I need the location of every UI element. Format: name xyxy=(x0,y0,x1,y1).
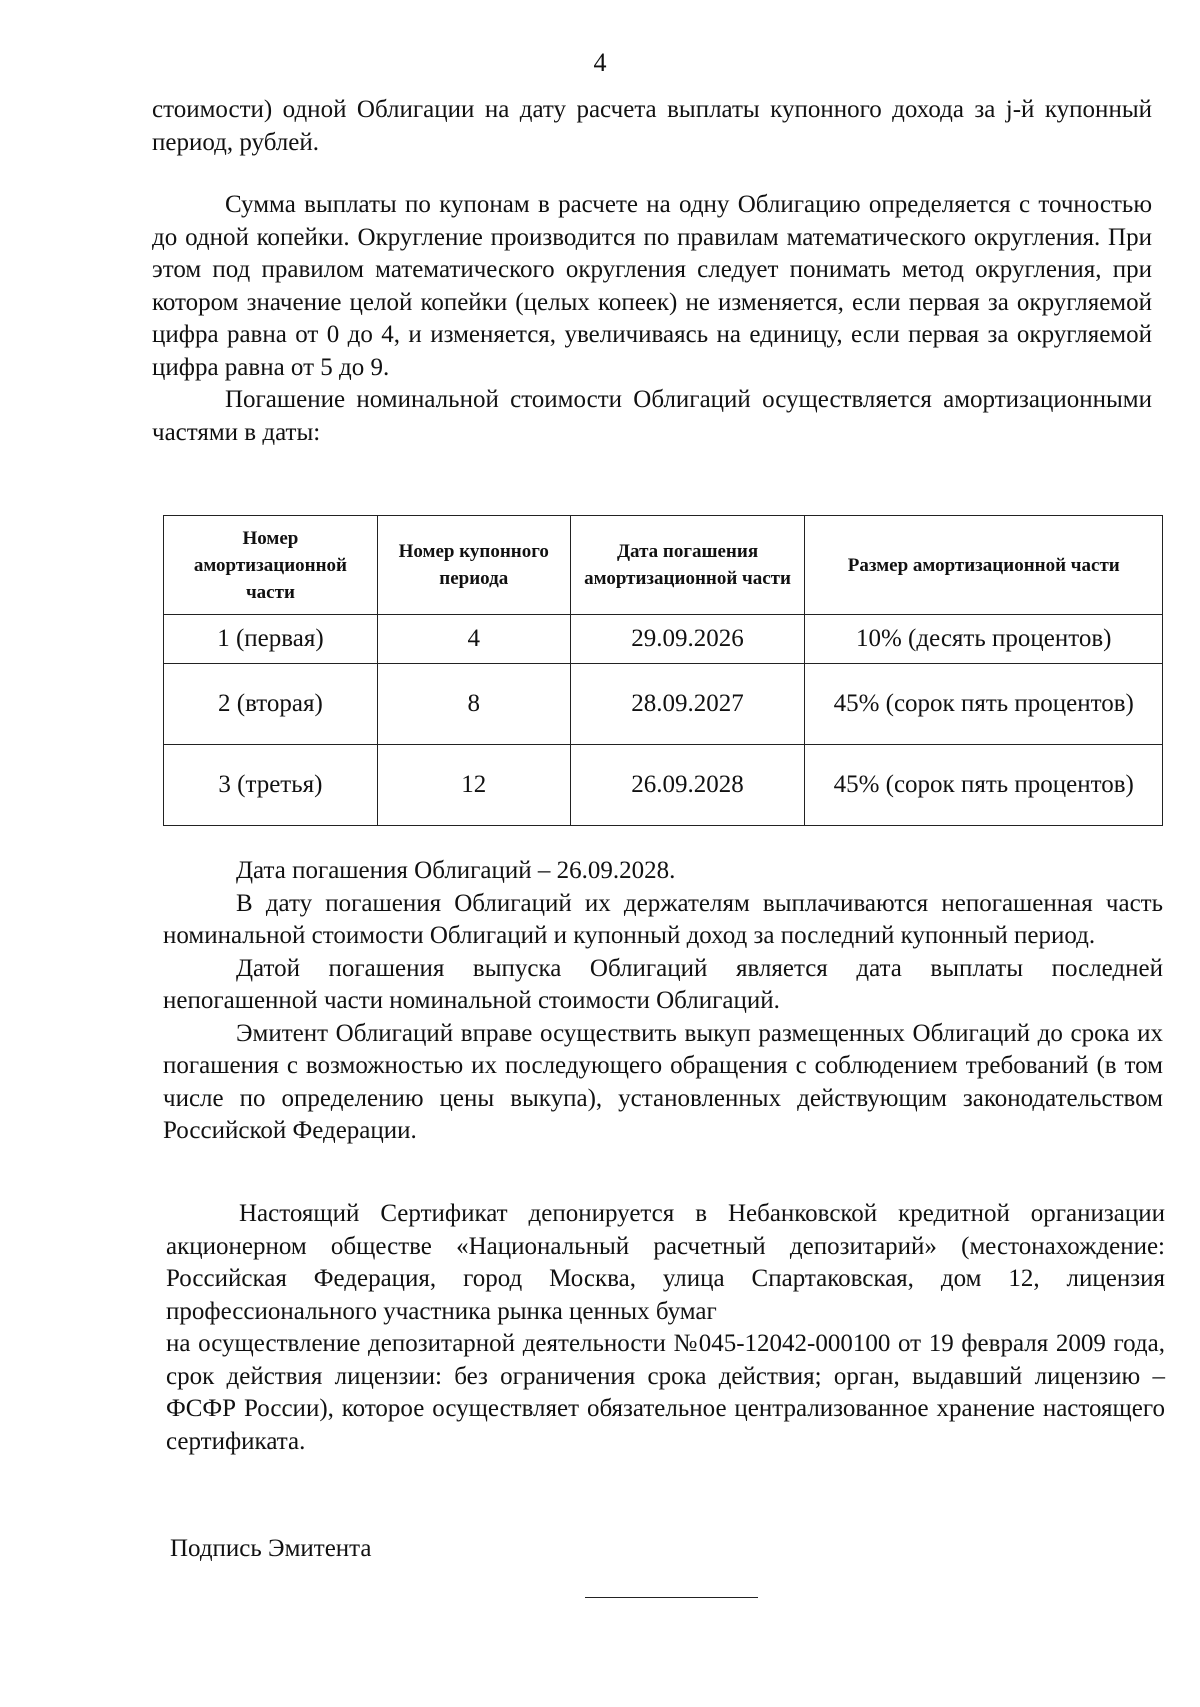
signature-label: Подпись Эмитента xyxy=(170,1535,372,1562)
depository-section xyxy=(166,1198,1165,1458)
amortization-table xyxy=(163,515,1163,826)
cell-redemption-date: 29.09.2026 xyxy=(570,615,805,664)
page-number: 4 xyxy=(593,48,607,77)
table-row xyxy=(164,664,1163,745)
depository-paragraph-1: Настоящий Сертификат депонируется в Небанковской кредитной организации акционерном обществе «Национальный расчетный депозитарий» (местонахождение: Российская Федерация, город Москва, улица Спартаковская, дом 12, лицензия профессионального участника рынка ценных бумаг xyxy=(166,1200,1165,1325)
intro-paragraph-2: Сумма выплаты по купонам в расчете на одну Облигацию определяется с точностью до одной копейки. Округление производится по правилам математического округления. При этом под правилом математического округления следует понимать метод округления, при котором значение целой копейки (целых копеек) не изменяется, если первая за округляемой цифра равна от 0 до 4, и изменяется, увеличиваясь на единицу, если первая за округляемой цифра равна от 5 до 9. xyxy=(152,191,1152,381)
intro-paragraph-3: Погашение номинальной стоимости Облигаций осуществляется амортизационными частями в даты: xyxy=(152,386,1152,446)
header-redemption-date: Дата погашения амортизационной части xyxy=(570,516,805,615)
cell-part-number: 2 (вторая) xyxy=(164,664,378,745)
cell-redemption-date: 26.09.2028 xyxy=(570,745,805,826)
cell-coupon-period: 12 xyxy=(377,745,570,826)
body-paragraph-1: Дата погашения Облигаций – 26.09.2028. xyxy=(236,857,676,884)
cell-part-number: 1 (первая) xyxy=(164,615,378,664)
table-row xyxy=(164,745,1163,826)
signature-line xyxy=(585,1597,758,1598)
body-paragraph-4: Эмитент Облигаций вправе осуществить выкуп размещенных Облигаций до срока их погашения с возможностью их последующего обращения с соблюдением требований (в том числе по определению цены выкупа), установленных действующим законодательством Российской Федерации. xyxy=(163,1019,1163,1144)
table-row xyxy=(164,615,1163,664)
intro-paragraph-1: стоимости) одной Облигации на дату расчета выплаты купонного дохода за j-й купонный период, рублей. xyxy=(152,96,1152,156)
cell-coupon-period: 8 xyxy=(377,664,570,745)
body-paragraph-2: В дату погашения Облигаций их держателям выплачиваются непогашенная часть номинальной стоимости Облигаций и купонный доход за последний купонный период. xyxy=(163,889,1163,949)
cell-part-size: 45% (сорок пять процентов) xyxy=(805,664,1163,745)
cell-part-size: 10% (десять процентов) xyxy=(805,615,1163,664)
cell-redemption-date: 28.09.2027 xyxy=(570,664,805,745)
cell-part-size: 45% (сорок пять процентов) xyxy=(805,745,1163,826)
depository-paragraph-2: на осуществление депозитарной деятельности №045-12042-000100 от 19 февраля 2009 года, срок действия лицензии: без ограничения срока действия; орган, выдавший лицензию – ФСФР России), которое осуществляет обязательное централизованное хранение настоящего сертификата. xyxy=(166,1330,1165,1455)
redemption-section xyxy=(163,855,1163,1148)
table-header-row xyxy=(164,516,1163,615)
header-part-size: Размер амортизационной части xyxy=(805,516,1163,615)
header-part-number: Номер амортизационной части xyxy=(164,516,378,615)
intro-section xyxy=(152,94,1152,449)
cell-coupon-period: 4 xyxy=(377,615,570,664)
header-coupon-period: Номер купонного периода xyxy=(377,516,570,615)
cell-part-number: 3 (третья) xyxy=(164,745,378,826)
body-paragraph-3: Датой погашения выпуска Облигаций является дата выплаты последней непогашенной части номинальной стоимости Облигаций. xyxy=(163,954,1163,1014)
